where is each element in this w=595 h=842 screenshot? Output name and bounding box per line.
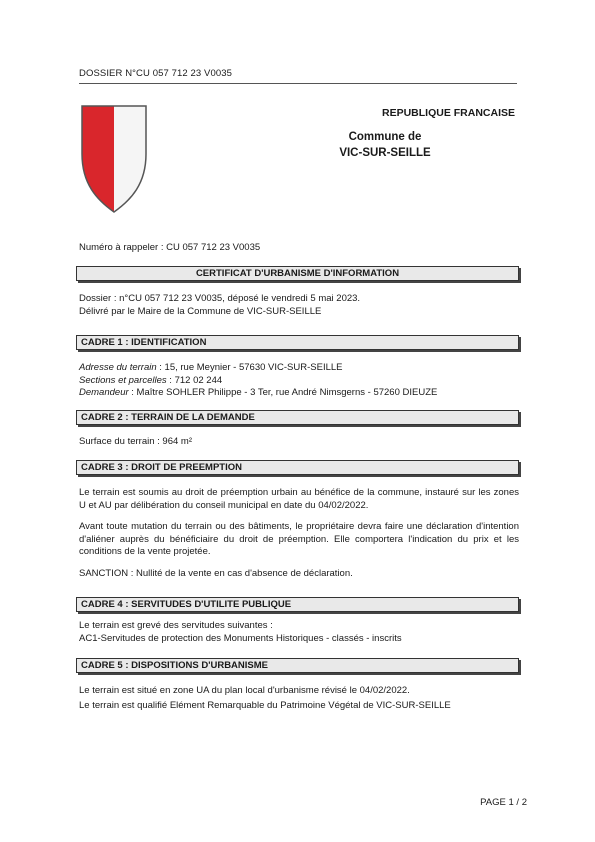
commune-line-1: Commune de: [348, 131, 422, 143]
cadre4-block: [79, 620, 519, 645]
preemption-sanction: SANCTION : Nullité de la vente en cas d'absence de déclaration.: [79, 567, 353, 579]
certificate-title: CERTIFICAT D'URBANISME D'INFORMATION: [195, 268, 400, 279]
servitudes-intro: Le terrain est grevé des servitudes suivantes :: [79, 620, 273, 631]
cadre5-title: CADRE 5 : DISPOSITIONS D'URBANISME: [81, 660, 268, 671]
parcels-label: Sections et parcelles: [79, 374, 167, 386]
cadre3-title: CADRE 3 : DROIT DE PREEMPTION: [81, 462, 242, 473]
cadre2-bar: [76, 410, 519, 425]
applicant-row: [79, 387, 519, 400]
cadre5-bar: [76, 658, 519, 673]
cadre1-block: [79, 362, 519, 400]
address-row: [79, 362, 519, 375]
cadre2-title: CADRE 2 : TERRAIN DE LA DEMANDE: [81, 412, 255, 423]
cadre2-block: [79, 436, 519, 449]
intro-block: [79, 293, 519, 318]
applicant-label: Demandeur: [79, 387, 129, 398]
certificate-title-bar: [76, 266, 519, 281]
intro-line-2: Délivré par le Maire de la Commune de VIC-SUR-SEILLE: [79, 305, 322, 317]
surface-text: Surface du terrain : 964 m²: [79, 436, 192, 447]
cadre1-title: CADRE 1 : IDENTIFICATION: [81, 337, 207, 348]
commune-block: [300, 129, 470, 161]
republic-label: REPUBLIQUE FRANCAISE: [381, 107, 515, 119]
recall-number: Numéro à rappeler : CU 057 712 23 V0035: [79, 242, 261, 253]
zoning-line: Le terrain est situé en zone UA du plan local d'urbanisme révisé le 04/02/2022.: [79, 685, 410, 696]
preemption-paragraph-2: Avant toute mutation du terrain ou des bâtiments, le propriétaire devra faire une déclaration d'intention d'aliéner auprès du bénéficiaire du droit de préemption. Elle comportera l'indication du prix et les conditions de la vente projetée.: [79, 521, 519, 557]
page-number: PAGE 1 / 2: [480, 797, 527, 808]
cadre1-bar: [76, 335, 519, 350]
cadre3-block: [79, 487, 519, 580]
cadre4-title: CADRE 4 : SERVITUDES D'UTILITE PUBLIQUE: [81, 599, 292, 610]
commune-coat-of-arms-logo: [79, 104, 149, 214]
dossier-header: DOSSIER N°CU 057 712 23 V0035: [79, 68, 517, 84]
address-label: Adresse du terrain: [79, 362, 157, 373]
commune-name: VIC-SUR-SEILLE: [339, 147, 431, 159]
cadre3-bar: [76, 460, 519, 475]
preemption-paragraph-1: Le terrain est soumis au droit de préemption urbain au bénéfice de la commune, instauré sur les zones U et AU par délibération du conseil municipal en date du 04/02/2022.: [79, 487, 519, 511]
applicant-value: : Maître SOHLER Philippe - 3 Ter, rue André Nimsgerns - 57260 DIEUZE: [128, 387, 438, 398]
cadre5-block: [79, 685, 519, 712]
parcels-row: [79, 375, 519, 388]
servitude-ac1: AC1-Servitudes de protection des Monuments Historiques - classés - inscrits: [79, 632, 402, 644]
parcels-value: : 712 02 244: [166, 374, 223, 386]
heritage-line: Le terrain est qualifié Elément Remarquable du Patrimoine Végétal de VIC-SUR-SEILLE: [79, 699, 451, 711]
cadre4-bar: [76, 597, 519, 612]
intro-line-1: Dossier : n°CU 057 712 23 V0035, déposé le vendredi 5 mai 2023.: [79, 293, 361, 304]
address-value: : 15, rue Meynier - 57630 VIC-SUR-SEILLE: [156, 362, 343, 373]
